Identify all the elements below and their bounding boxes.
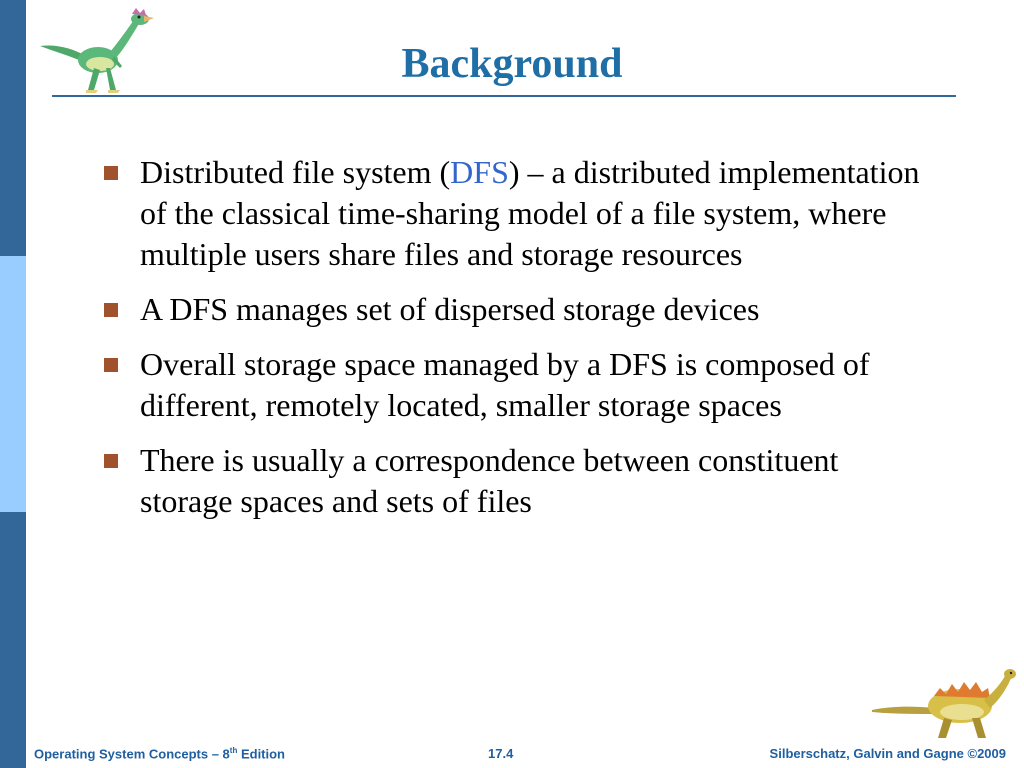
sidebar-segment-bottom: [0, 512, 26, 768]
footer-copyright: Silberschatz, Galvin and Gagne ©2009: [769, 746, 1006, 761]
sidebar-segment-middle: [0, 256, 26, 512]
bullet-list: [102, 152, 922, 536]
footer-book-prefix: Operating System Concepts – 8: [34, 746, 230, 762]
footer-page-number: 17.4: [488, 746, 514, 761]
bullet-square-icon: [104, 454, 118, 468]
bullet-item: [102, 289, 922, 330]
bullet-text: A DFS manages set of dispersed storage devices: [140, 291, 760, 327]
dfs-term: DFS: [450, 154, 509, 190]
bullet-square-icon: [104, 303, 118, 317]
bullet-item: [102, 152, 922, 275]
left-sidebar-bar: [0, 0, 26, 768]
bullet-text-part: ) – a distributed implementation of the classical time-sharing model of a file system, where multiple users share files and storage resources: [140, 154, 920, 272]
title-underline: [52, 95, 956, 97]
dinosaur-icon: [868, 662, 1018, 742]
slide-title: Background: [401, 41, 623, 87]
bullet-text: Overall storage space managed by a DFS is composed of different, remotely located, smaller storage spaces: [140, 346, 870, 423]
bullet-square-icon: [104, 358, 118, 372]
bullet-square-icon: [104, 166, 118, 180]
bullet-text-part: Distributed file system (: [140, 154, 451, 190]
footer-book-suffix: Edition: [237, 746, 286, 762]
footer-book-superscript: th: [229, 746, 238, 755]
bullet-item: [102, 440, 922, 522]
bullet-item: [102, 344, 922, 426]
bullet-text: There is usually a correspondence between constituent storage spaces and sets of files: [140, 442, 839, 519]
footer-book-title: [34, 746, 285, 761]
